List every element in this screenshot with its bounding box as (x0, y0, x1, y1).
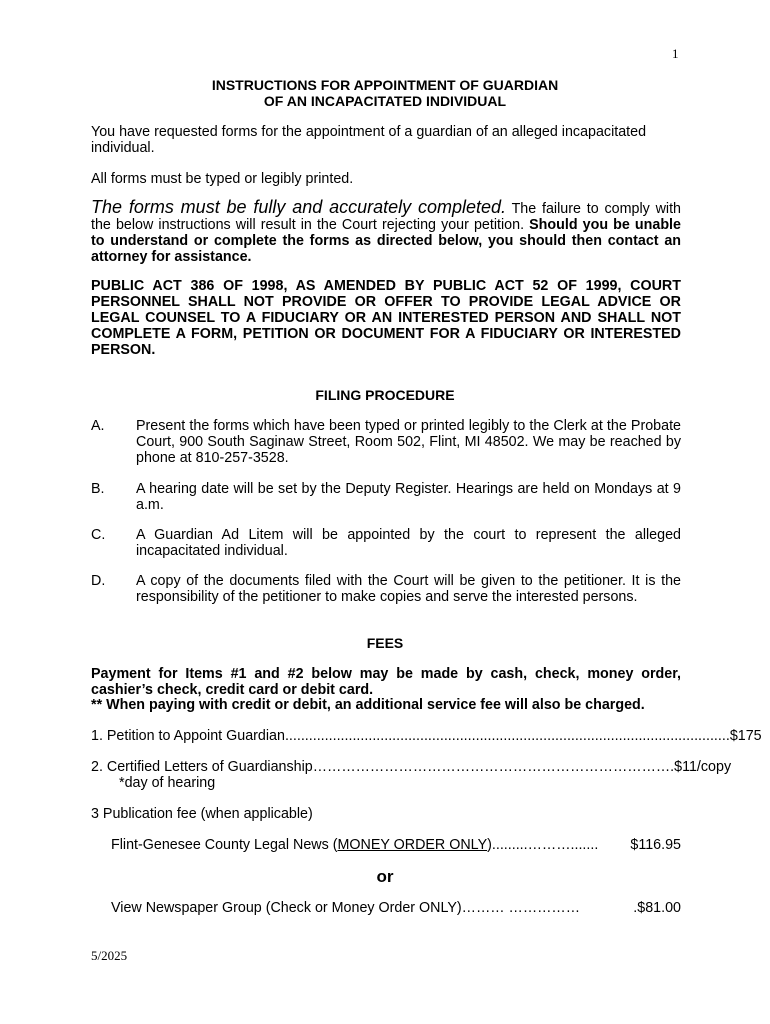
filing-procedure-heading: FILING PROCEDURE (315, 387, 455, 403)
filing-item-text: Present the forms which have been typed or printed legibly to the Clerk at the Probate Court, 900 South Saginaw Street, Room 502, Flint, MI 48502. We may be reached by phone at 810-257-3528. (136, 418, 681, 466)
fee-label: 2. Certified Letters of Guardianship (91, 759, 313, 775)
fee-label (111, 837, 492, 853)
attorney-advice: Should you be unable to understand or complete the forms as directed below, you should then contact an attorney for assistance. (91, 217, 681, 265)
fee-note-day-of-hearing: *day of hearing (119, 775, 216, 791)
fee-amount: $175 (729, 728, 762, 744)
filing-item-text: A copy of the documents filed with the Court will be given to the petitioner. It is the responsibility of the petitioner to make copies and serve the interested persons. (136, 573, 681, 605)
typed-note: All forms must be typed or legibly printed. (91, 171, 354, 187)
fee-legal-news (111, 837, 681, 853)
fee-amount: $116.95 (630, 837, 681, 853)
fees-heading: FEES (366, 635, 404, 651)
fee-amount: .$11/copy (670, 759, 732, 775)
leader-dots: ................................................................................................................ (284, 728, 730, 744)
fee-amount: .$81.00 (633, 900, 681, 916)
intro-paragraph: You have requested forms for the appointment of a guardian of an alleged incapacitated individual. (91, 124, 647, 156)
filing-item-letter: C. (91, 527, 106, 543)
service-fee-note: ** When paying with credit or debit, an additional service fee will also be charged. (91, 697, 645, 713)
filing-item-letter: A. (91, 418, 105, 434)
fee-label: View Newspaper Group (Check or Money Order ONLY)……… …………… (111, 900, 581, 916)
fee-item-letters (91, 759, 732, 775)
filing-item-text: A Guardian Ad Litem will be appointed by the court to represent the alleged incapacitated individual. (136, 527, 681, 559)
document-title-line1: INSTRUCTIONS FOR APPOINTMENT OF GUARDIAN (211, 77, 559, 93)
payment-methods-note: Payment for Items #1 and #2 below may be made by cash, check, money order, cashier’s check, credit card or debit card. (91, 666, 681, 698)
filing-item-letter: B. (91, 481, 105, 497)
complete-rest: The failure to comply with the below instructions will result in the Court rejecting your petition. (91, 201, 681, 233)
money-order-only: MONEY ORDER ONLY (337, 837, 488, 853)
fee-view-newspaper (111, 900, 681, 916)
legal-news-suffix: ) (487, 837, 492, 853)
leader-dots: .........………....... (491, 837, 599, 853)
complete-instructions (91, 199, 681, 265)
leader-dots (580, 900, 633, 916)
public-act-notice: PUBLIC ACT 386 OF 1998, AS AMENDED BY PUBLIC ACT 52 OF 1999, COURT PERSONNEL SHALL NOT PROVIDE OR OFFER TO PROVIDE LEGAL ADVICE OR LEGAL COUNSEL TO A FIDUCIARY OR AN INTERESTED PERSON AND SHALL NOT COMPLETE A FORM, PETITION OR DOCUMENT FOR A FIDUCIARY OR INTERESTED PERSON. (91, 278, 681, 358)
filing-item-text: A hearing date will be set by the Deputy Register. Hearings are held on Mondays at 9 a.m. (136, 481, 681, 513)
leader-dots: ………………………………………………………………… (312, 759, 671, 775)
legal-news-prefix: Flint-Genesee County Legal News ( (111, 837, 338, 853)
fee-label: 1. Petition to Appoint Guardian (91, 728, 285, 744)
page-number: 1 (672, 46, 679, 61)
filing-item-letter: D. (91, 573, 106, 589)
fee-item-petition (91, 728, 762, 744)
document-title-line2: OF AN INCAPACITATED INDIVIDUAL (263, 93, 507, 109)
revision-date: 5/2025 (91, 948, 128, 963)
complete-emphasis: The forms must be fully and accurately completed. (91, 197, 507, 217)
fee-item-publication: 3 Publication fee (when applicable) (91, 806, 313, 822)
or-separator: or (376, 867, 394, 886)
